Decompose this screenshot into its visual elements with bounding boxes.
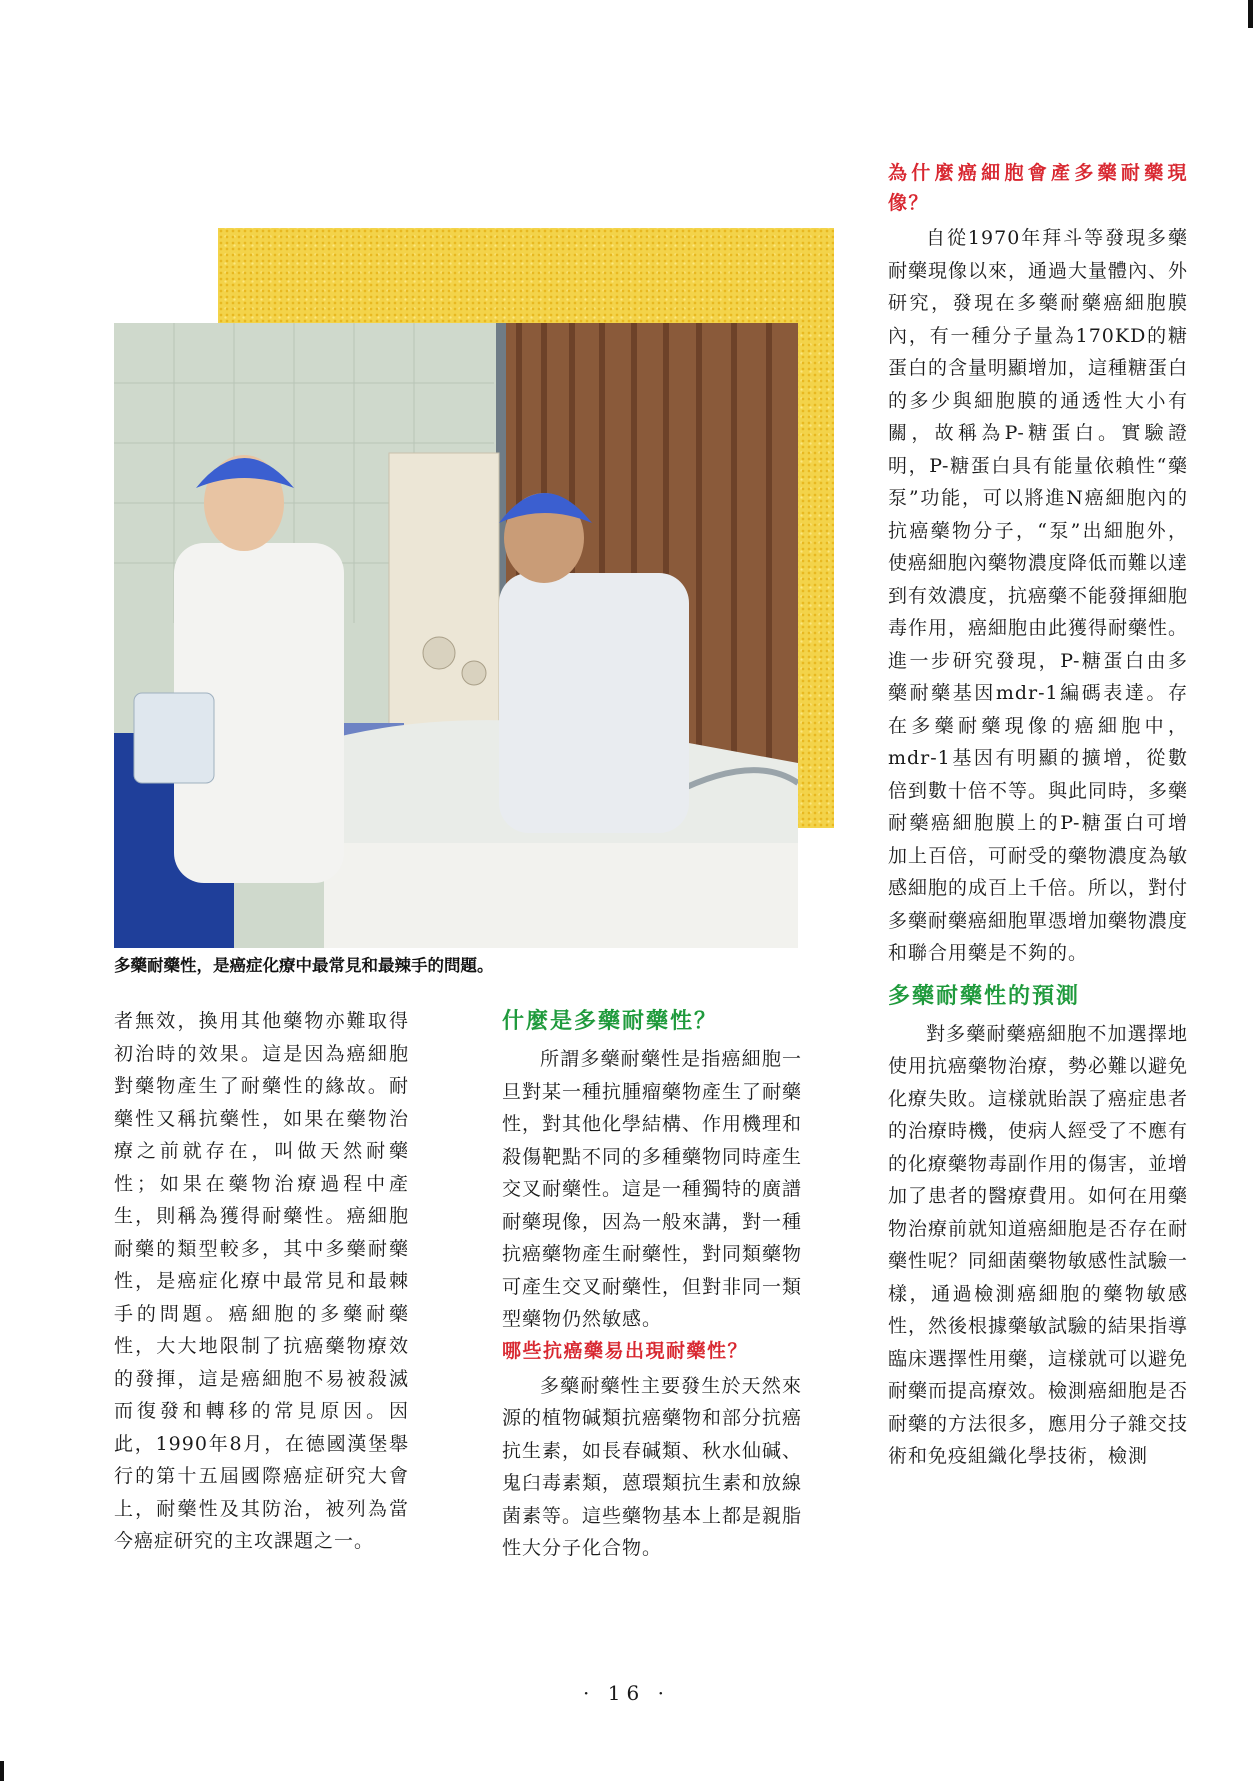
section-heading-what-is-mdr: 什麼是多藥耐藥性？	[502, 1009, 719, 1034]
body-paragraph: 者無效，換用其他藥物亦難取得初治時的效果。這是因為癌細胞對藥物產生了耐藥性的緣故。耐藥性又稱抗藥性，如果在藥物治療之前就存在，叫做天然耐藥性；如果在藥物治療過程中產生，則稱為獲得耐藥性。癌細胞耐藥的類型較多，其中多藥耐藥性，是癌症化療中最常見和最棘手的問題。癌細胞的多藥耐藥性，大大地限制了抗癌藥物療效的發揮，這是癌細胞不易被殺滅而復發和轉移的常見原因。因此，1990年8月，在德國漢堡舉行的第十五屆國際癌症研究大會上，耐藥性及其防治，被列為當今癌症研究的主攻課題之一。	[114, 1010, 409, 1552]
crop-mark-bottom-left	[0, 1761, 4, 1781]
column-3	[888, 158, 1188, 1473]
column-1	[114, 1005, 409, 1558]
section-heading-prediction: 多藥耐藥性的預測	[888, 983, 1081, 1009]
hospital-photo	[114, 323, 798, 948]
section-heading-why-mdr: 為什麼癌細胞會產多藥耐藥現像？	[888, 162, 1188, 214]
body-paragraph: 自從1970年拜斗等發現多藥耐藥現像以來，通過大量體內、外研究，發現在多藥耐藥癌細胞膜內，有一種分子量為170KD的糖蛋白的含量明顯增加，這種糖蛋白的多少與細胞膜的通透性大小有關，故稱為P-糖蛋白。實驗證明，P-糖蛋白具有能量依賴性“藥泵”功能，可以將進N癌細胞內的抗癌藥物分子，“泵”出細胞外，使癌細胞內藥物濃度降低而難以達到有效濃度，抗癌藥不能發揮細胞毒作用，癌細胞由此獲得耐藥性。進一步研究發現，P-糖蛋白由多藥耐藥基因mdr-1編碼表達。存在多藥耐藥現像的癌細胞中，mdr-1基因有明顯的擴增，從數倍到數十倍不等。與此同時，多藥耐藥癌細胞膜上的P-糖蛋白可增加上百倍，可耐受的藥物濃度為敏感細胞的成百上千倍。所以，對付多藥耐藥癌細胞單憑增加藥物濃度和聯合用藥是不夠的。	[888, 227, 1189, 964]
photo-caption: 多藥耐藥性，是癌症化療中最常見和最辣手的問題。	[114, 956, 494, 975]
body-paragraph: 多藥耐藥性主要發生於天然來源的植物碱類抗癌藥物和部分抗癌抗生素，如長春碱類、秋水仙碱、鬼臼毒素類，蒽環類抗生素和放線菌素等。這些藥物基本上都是親脂性大分子化合物。	[502, 1374, 803, 1559]
section-heading-which-drugs: 哪些抗癌藥易出現耐藥性？	[502, 1339, 749, 1362]
crop-mark-top-right	[1248, 0, 1253, 28]
page-number: · 16 ·	[583, 1681, 670, 1705]
body-paragraph: 所謂多藥耐藥性是指癌細胞一旦對某一種抗腫瘤藥物產生了耐藥性，對其他化學結構、作用機理和殺傷靶點不同的多種藥物同時產生交叉耐藥性。這是一種獨特的廣譜耐藥現像，因為一般來講，對一種抗癌藥物產生耐藥性，對同類藥物可產生交叉耐藥性，但對非同一類型藥物仍然敏感。	[502, 1048, 803, 1330]
column-2	[502, 1005, 802, 1565]
body-paragraph: 對多藥耐藥癌細胞不加選擇地使用抗癌藥物治療，勢必難以避免化療失敗。這樣就貽誤了癌症患者的治療時機，使病人經受了不應有的化療藥物毒副作用的傷害，並增加了患者的醫療費用。如何在用藥物治療前就知道癌細胞是否存在耐藥性呢？同細菌藥物敏感性試驗一樣，通過檢測癌細胞的藥物敏感性，然後根據藥敏試驗的結果指導臨床選擇性用藥，這樣就可以避免耐藥而提高療效。檢測癌細胞是否耐藥的方法很多，應用分子雜交技術和免疫組織化學技術，檢測	[888, 1022, 1189, 1467]
photo-figure	[114, 228, 834, 948]
